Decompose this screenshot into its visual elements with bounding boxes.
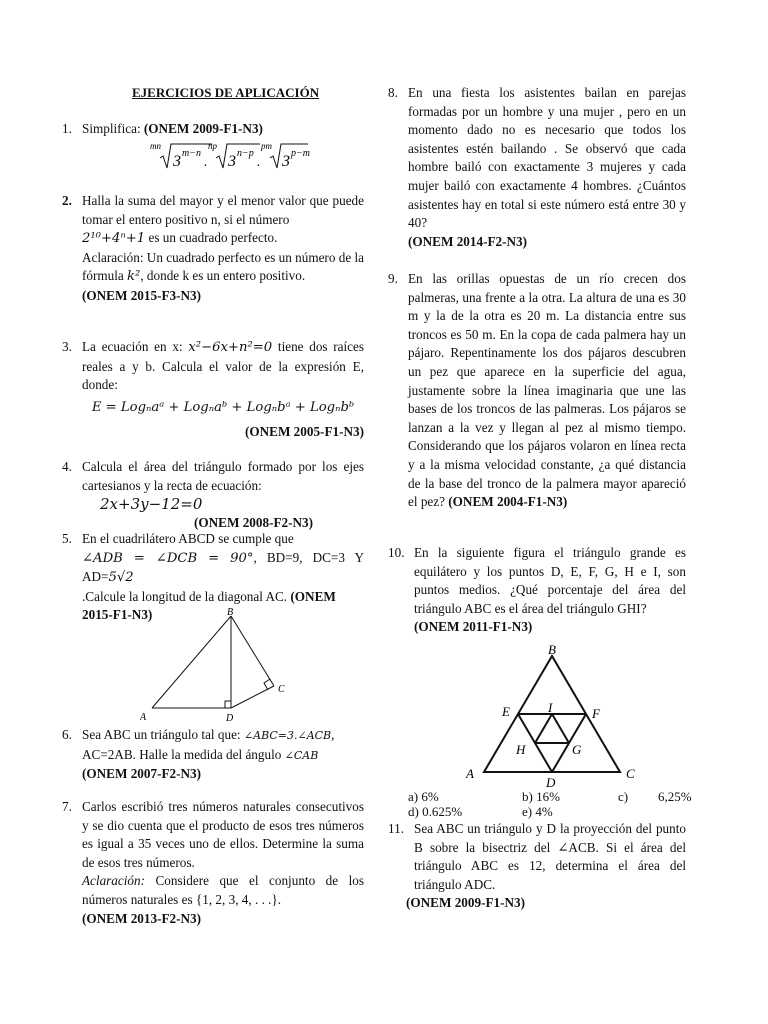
equation: x²−6x+n²=0 — [188, 340, 273, 355]
problem-number: 7. — [62, 799, 72, 814]
problem-source: (ONEM 2014-F2-N3) — [408, 233, 528, 249]
point-e-label: E — [502, 704, 510, 719]
problem-number: 2. — [62, 193, 72, 208]
problem-2 — [62, 192, 364, 306]
point-h-label: H — [516, 742, 526, 757]
problem-text: En el cuadrilátero ABCD se cumple que — [82, 531, 294, 546]
problem-source-cont: 2015-F1-N3) — [82, 607, 153, 623]
problem-text: .Calcule la longitud de la diagonal AC. — [82, 588, 288, 604]
problem-text: Carlos escribió tres números naturales consecutivos y se dio cuenta que el producto de esos tres números es igual a 35 veces uno de ellos. Determine la suma de esos tres números. — [82, 799, 364, 870]
problem-text: es un cuadrado perfecto. — [148, 230, 278, 246]
note-text: Considere que el conjunto de los números naturales es {1, 2, 3, 4, . . .}. — [82, 873, 365, 907]
problem-number: 10. — [388, 545, 405, 560]
point-f-label: F — [592, 706, 600, 721]
problem-10 — [388, 544, 686, 637]
problem-text: La ecuación en x: — [82, 339, 183, 354]
vertex-a-label: A — [466, 766, 474, 781]
vertex-b-label: B — [227, 607, 234, 618]
problem-text: , donde k es un entero positivo. — [140, 268, 306, 284]
radical-index-1: mn — [150, 141, 161, 151]
quadrilateral-svg — [140, 606, 300, 726]
problem-text: Halla la suma del mayor y el menor valor que puede tomar el entero positivo n, si el número — [82, 193, 364, 227]
problem-text: En las orillas opuestas de un río crecen dos palmeras, una frente a la otra. La altura de una es 30 m y la de la otra es 20 m. La distancia entre sus troncos es 50 m. En la copa de cada palmera hay un pájaro. Repentinamente los dos pájaros descubren un pez que aparece en la superficie del agua, justamente sobre la línea imaginaria que une las bases de los troncos de las palmeras. Los pájaros se lanzan a la vez y llegan al pez al mismo tiempo. Considerando que los pájaros volaron en línea recta y a la misma velocidad constante, ¿a qué distancia de la base del tronco de la palmera mayor apareció el pez? — [408, 271, 686, 510]
problem-source: (ONEM 2011-F1-N3) — [414, 619, 533, 635]
problem-6: 6. Sea ABC un triángulo tal que: ∠ABC=3.∠ACB, AC=2AB. Halle la medida del ángulo ∠CAB (ONEM 2007-F2-N3) — [62, 727, 335, 782]
option-a: a) 6% — [408, 789, 439, 804]
math-expression: k² — [127, 269, 141, 285]
svg-text:3: 3 — [282, 153, 290, 170]
triangle-svg — [462, 642, 652, 792]
problem-source: (ONEM 2013-F2-N3) — [82, 910, 202, 926]
note-label: Aclaración: — [82, 873, 145, 889]
angle-symbol: ∠CAB — [284, 748, 319, 762]
problem-number: 11. — [388, 821, 404, 836]
svg-text:3: 3 — [228, 153, 236, 170]
vertex-d-label: D — [226, 713, 234, 724]
radical-exp-3: p−m — [291, 148, 310, 159]
problem-source: (ONEM 2009-F1-N3) — [406, 895, 526, 911]
svg-text:.: . — [257, 155, 261, 170]
svg-text:3: 3 — [173, 153, 181, 170]
problem-9 — [388, 270, 686, 512]
problem-7 — [62, 798, 364, 928]
vertex-c-label: C — [278, 684, 285, 695]
problem-11 — [388, 820, 686, 913]
page-title: EJERCICIOS DE APLICACIÓN — [132, 85, 320, 100]
problem-source: (ONEM 2008-F2-N3) — [194, 514, 314, 530]
problem-text: Sea ABC un triángulo y D la proyección del punto B sobre la bisectriz del ∠ACB. Si el área del triángulo ABC es 12, determina el área del triángulo ADC. — [414, 821, 686, 892]
triangle-figure — [462, 642, 652, 792]
radical-expression — [150, 138, 310, 172]
problem-number: 6. — [62, 727, 72, 742]
radical-index-3: pm — [261, 141, 272, 151]
problem-text: , BD=9, DC=3 Y AD= — [82, 549, 364, 585]
problem-1 — [62, 120, 362, 139]
problem-3 — [62, 338, 364, 442]
option-d: d) 0.625% — [408, 804, 463, 819]
math-expression: 5√2 — [108, 570, 134, 586]
problem-number: 5. — [62, 531, 72, 546]
problem-text: AC=2AB. Halle la medida del ángulo — [82, 746, 282, 762]
svg-text:.: . — [204, 155, 208, 170]
math-expression: 2¹⁰+4ⁿ+1 — [82, 231, 146, 247]
vertex-c-label: C — [626, 766, 635, 781]
radical-exp-2: n−p — [237, 148, 254, 159]
problem-text: tiene dos raíces reales a y b. Calcula el valor de la expresión E, donde: — [82, 339, 365, 393]
angle-relation: ∠ADB = ∠DCB = 90° — [82, 550, 254, 566]
problem-number: 9. — [388, 271, 398, 286]
point-g-label: G — [572, 742, 582, 757]
option-e: e) 4% — [522, 804, 553, 819]
vertex-b-label: B — [548, 642, 556, 657]
problem-text: En la siguiente figura el triángulo grande es equilátero y los puntos D, E, F, G, H e I, son puntos medios. ¿Qué porcentaje del área del triángulo ABC es el área del triángulo GHI? — [414, 545, 686, 616]
problem-source: (ONEM 2005-F1-N3) — [244, 424, 364, 440]
problem-number: 8. — [388, 85, 398, 100]
problem-text: En una fiesta los asistentes bailan en parejas formadas por un hombre y una mujer , pero en un momento dado no es necesario que todos los asistentes estén bailando . Se observó que cada hombre bailó con exactamente 3 mujeres y cada mujer bailó con exactamente 4 hombres. ¿Cuántos asistentes hay en total si este número está entre 30 y 40? — [408, 85, 686, 231]
problem-number: 4. — [62, 459, 72, 474]
problem-text: Aclaración: Un cuadrado perfecto es un número de la fórmula — [82, 249, 364, 284]
problem-source: (ONEM 2007-F2-N3) — [82, 766, 202, 782]
problem-number: 3. — [62, 339, 72, 354]
quadrilateral-figure — [140, 606, 300, 726]
point-d-label: D — [546, 775, 556, 790]
problem-source: (ONEM 2015-F3-N3) — [82, 287, 202, 303]
problem-4 — [62, 458, 364, 532]
problem-text: Sea ABC un triángulo tal que: — [82, 727, 241, 742]
radical-index-2: np — [208, 141, 217, 151]
problem-8 — [388, 84, 686, 251]
problem-source: (ONEM 2004-F1-N3) — [448, 494, 568, 510]
expression-E: E = Logₙaᵃ + Logₙaᵇ + Logₙbᵃ + Logₙbᵇ — [91, 399, 355, 415]
point-i-label: I — [548, 700, 553, 715]
radical-expression-svg — [150, 138, 310, 172]
equation: 2x+3y−12=0 — [100, 495, 203, 514]
problem-source: (ONEM 2009-F1-N3) — [143, 121, 263, 136]
problem-number: 1. — [62, 121, 72, 136]
option-c-value: 6,25% — [658, 789, 692, 804]
angle-relation: ∠ABC=3.∠ACB — [243, 729, 332, 742]
radical-exp-1: m−n — [182, 148, 201, 159]
option-b: b) 16% — [522, 789, 560, 804]
vertex-a-label: A — [140, 712, 147, 723]
problem-source: (ONEM — [290, 588, 336, 604]
problem-text: Simplifica: — [82, 121, 141, 136]
problem-text: Calcula el área del triángulo formado por los ejes cartesianos y la recta de ecuación: — [82, 459, 364, 493]
option-c: c) — [618, 789, 629, 804]
